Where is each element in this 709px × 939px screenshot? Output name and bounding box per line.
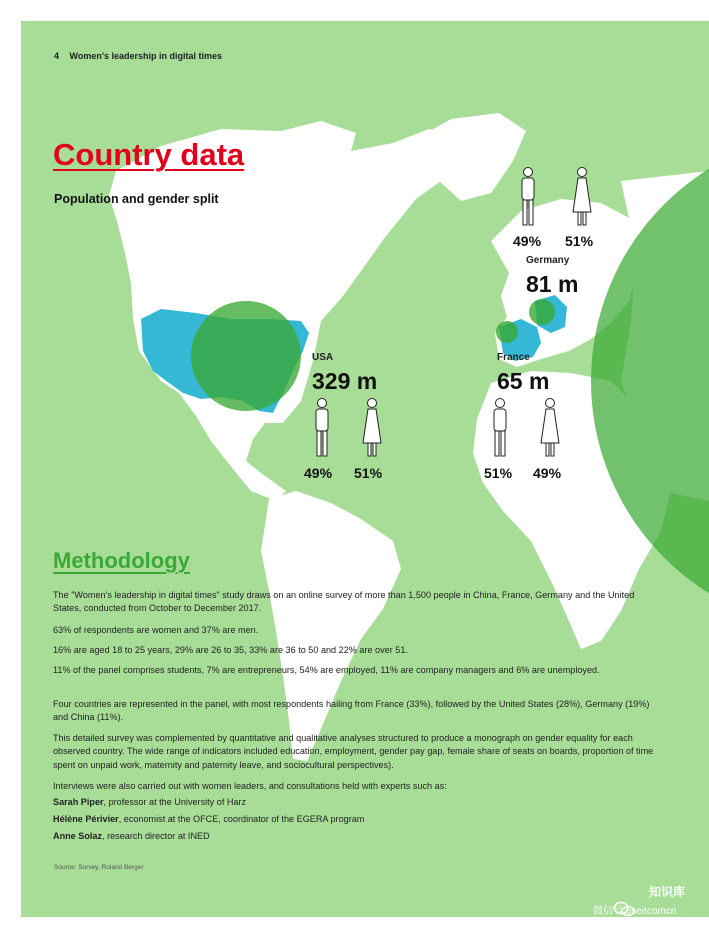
running-header: [54, 51, 222, 61]
expert-role: , research director at INED: [102, 831, 210, 841]
usa-population-circle: [191, 301, 301, 411]
expert-name: Hélène Périvier: [53, 814, 119, 824]
methodology-paragraph: Interviews were also carried out with women leaders, and consultations held with experts such as:: [53, 781, 447, 791]
page-title: Country data: [53, 137, 245, 172]
expert-name: Anne Solaz: [53, 831, 103, 841]
usa-male-pct: 49%: [304, 465, 333, 481]
methodology-paragraph: Four countries are represented in the panel, with most respondents hailing from France (33%), followed by the United States (28%), Germany (19%) and China (11%).: [53, 699, 650, 723]
methodology-paragraph: 63% of respondents are women and 37% are men.: [53, 625, 259, 635]
watermark-title: 知识库: [649, 885, 686, 899]
france-population-circle: [496, 321, 518, 343]
expert-role: , professor at the University of Harz: [103, 797, 247, 807]
germany-population-circle: [529, 299, 555, 325]
france-population: 65 m: [497, 368, 550, 394]
page: [21, 21, 709, 917]
expert-entry: [53, 831, 210, 841]
germany-population: 81 m: [526, 271, 579, 297]
male-figure-icon: [309, 397, 335, 459]
france-male-pct: 51%: [484, 465, 513, 481]
france-name: France: [497, 352, 530, 363]
expert-name: Sarah Piper: [53, 797, 104, 807]
running-title: Women's leadership in digital times: [69, 51, 223, 61]
expert-role: , economist at the OFCE, coordinator of the EGERA program: [118, 814, 365, 824]
greenland-land: [416, 113, 526, 201]
germany-female-pct: 51%: [565, 233, 594, 249]
page-number: 4: [54, 51, 60, 61]
expert-entry: [53, 814, 364, 824]
methodology-paragraph: 16% are aged 18 to 25 years, 29% are 26 to 35, 33% are 36 to 50 and 22% are over 51.: [53, 645, 408, 655]
france-female-pct: 49%: [533, 465, 562, 481]
source-note: Source: Survey, Roland Berger: [54, 864, 144, 871]
usa-population: 329 m: [312, 368, 378, 394]
female-figure-icon: [359, 397, 385, 459]
watermark-account: 微信号:useitcomcn: [593, 906, 677, 917]
expert-entry: [53, 797, 246, 807]
germany-male-pct: 49%: [513, 233, 542, 249]
methodology-paragraph: This detailed survey was complemented by quantitative and qualitative analyses structured to produce a monograph on gender equality for each observed country. The wide range of indicators included education, employment, gender pay gap, female share of seats on boards, proportion of time spent on unpaid work, maternity and paternity leave, and sociocultural perspectives).: [53, 733, 654, 770]
methodology-paragraph: The "Women's leadership in digital times" study draws on an online survey of more than 1,500 people in China, France, Germany and the United States, conducted from October to December 2017.: [53, 590, 635, 614]
usa-name: USA: [312, 352, 334, 363]
germany-name: Germany: [526, 255, 570, 266]
male-figure-icon: [487, 397, 513, 459]
page-subtitle: Population and gender split: [54, 192, 219, 206]
methodology-title: Methodology: [53, 548, 190, 573]
methodology-paragraph: 11% of the panel comprises students, 7% are entrepreneurs, 54% are employed, 11% are company managers and 6% are unemployed.: [53, 665, 600, 675]
female-figure-icon: [569, 166, 595, 228]
female-figure-icon: [537, 397, 563, 459]
usa-female-pct: 51%: [354, 465, 383, 481]
male-figure-icon: [515, 166, 541, 228]
